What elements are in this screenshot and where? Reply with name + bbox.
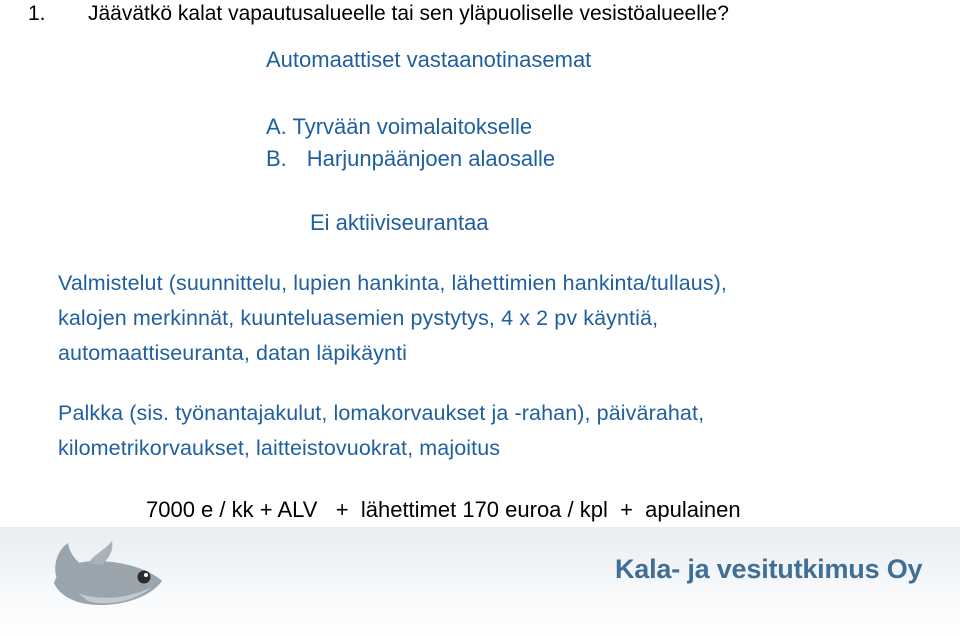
cost-line: 7000 e / kk + ALV + lähettimet 170 euroa / kpl + apulainen	[146, 497, 741, 522]
question-number: 1.	[28, 2, 46, 25]
salary-line-1: Palkka (sis. työnantajakulut, lomakorvaukset ja -rahan), päivärahat,	[58, 401, 705, 425]
answer-option-b	[266, 148, 555, 170]
preparations-line-2: kalojen merkinnät, kuunteluasemien pystytys, 4 x 2 pv käyntiä,	[58, 306, 659, 330]
answer-option-b-text: Harjunpäänjoen alaosalle	[306, 146, 556, 171]
answer-option-b-marker: B.	[266, 146, 287, 171]
no-monitoring-text: Ei aktiiviseurantaa	[310, 210, 489, 235]
preparations-line-1: Valmistelut (suunnittelu, lupien hankinta, lähettimien hankinta/tullaus),	[58, 271, 728, 295]
question-text: Jäävätkö kalat vapautusalueelle tai sen yläpuoliselle vesistöalueelle?	[88, 2, 729, 25]
answers-heading: Automaattiset vastaanotinasemat	[266, 47, 592, 72]
fish-logo-icon	[48, 535, 168, 615]
preparations-paragraph	[58, 266, 727, 371]
salary-paragraph	[58, 396, 704, 466]
company-name: Kala- ja vesitutkimus Oy	[615, 554, 923, 584]
answer-option-a: A. Tyrvään voimalaitokselle	[266, 114, 533, 139]
preparations-line-3: automaattiseuranta, datan läpikäynti	[58, 341, 408, 365]
question-line	[28, 3, 729, 24]
salary-line-2: kilometrikorvaukset, laitteistovuokrat, majoitus	[58, 436, 501, 460]
